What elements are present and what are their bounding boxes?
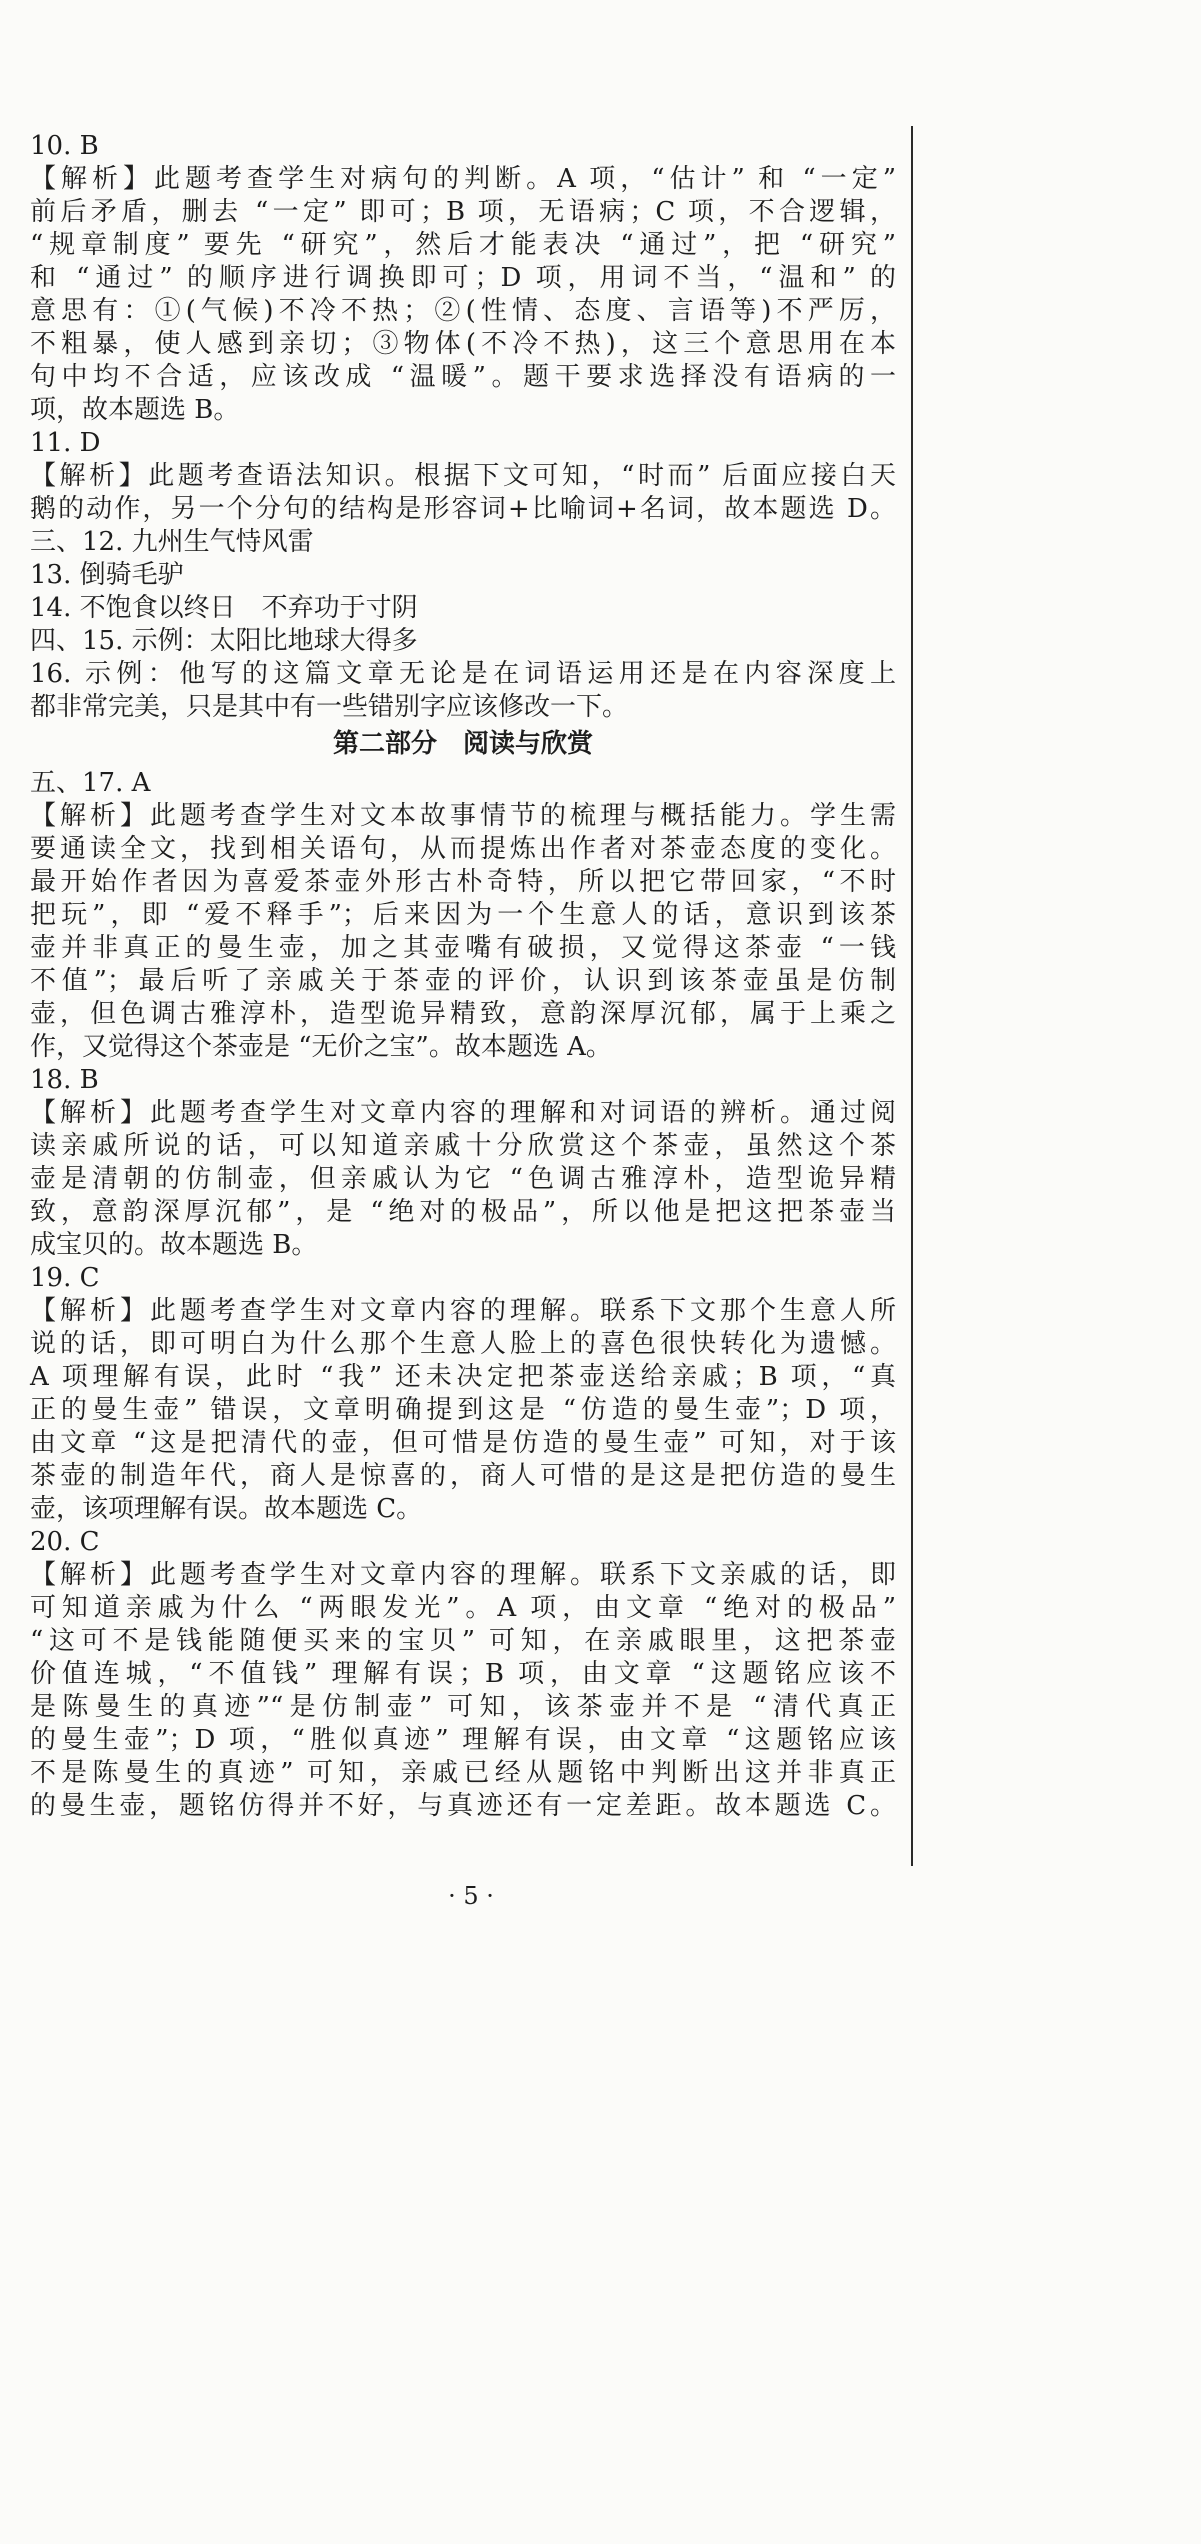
text-line: 价值连城，“不值钱” 理解有误；B 项，由文章 “这题铭应该不: [30, 1659, 896, 1689]
text-line: 三、12. 九州生气恃风雷: [30, 527, 314, 557]
text-line: 16. 示例：他写的这篇文章无论是在词语运用还是在内容深度上: [30, 659, 896, 689]
text-line: 11. D: [30, 428, 101, 458]
text-line: 由文章 “这是把清代的壶，但可惜是仿造的曼生壶” 可知，对于该: [30, 1428, 896, 1458]
answers-part-two: [30, 767, 896, 1823]
text-line: “规章制度” 要先 “研究”，然后才能表决 “通过”，把 “研究”: [30, 230, 896, 260]
text-line: 不粗暴，使人感到亲切；③物体(不冷不热)，这三个意思用在本: [30, 329, 896, 359]
answer-content: [30, 130, 896, 1823]
text-line: 读亲戚所说的话，可以知道亲戚十分欣赏这个茶壶，虽然这个茶: [30, 1131, 896, 1161]
text-line: 五、17. A: [30, 768, 151, 798]
text-line: 茶壶的制造年代，商人是惊喜的，商人可惜的是这是把仿造的曼生: [30, 1461, 896, 1491]
text-line: 成宝贝的。故本题选 B。: [30, 1230, 318, 1260]
text-line: 壶，该项理解有误。故本题选 C。: [30, 1494, 423, 1524]
text-line: 【解析】此题考查学生对病句的判断。A 项，“估计” 和 “一定”: [30, 164, 896, 194]
text-line: 壶并非真正的曼生壶，加之其壶嘴有破损，又觉得这茶壶 “一钱: [30, 933, 896, 963]
text-line: 19. C: [30, 1263, 100, 1293]
text-line: 正的曼生壶” 错误，文章明确提到这是 “仿造的曼生壶”；D 项，: [30, 1395, 896, 1425]
text-line: 【解析】此题考查学生对文本故事情节的梳理与概括能力。学生需: [30, 801, 896, 831]
text-line: 壶是清朝的仿制壶，但亲戚认为它 “色调古雅淳朴，造型诡异精: [30, 1164, 896, 1194]
text-line: 最开始作者因为喜爱茶壶外形古朴奇特，所以把它带回家，“不时: [30, 867, 896, 897]
text-line: 14. 不饱食以终日 不弃功于寸阴: [30, 593, 418, 623]
text-line: 句中均不合适，应该改成 “温暖”。题干要求选择没有语病的一: [30, 362, 896, 392]
section-title: 第二部分 阅读与欣赏: [332, 729, 593, 759]
text-line: 【解析】此题考查学生对文章内容的理解和对词语的辨析。通过阅: [30, 1098, 896, 1128]
text-line: A 项理解有误，此时 “我” 还未决定把茶壶送给亲戚；B 项，“真: [30, 1362, 896, 1392]
text-line: 项，故本题选 B。: [30, 395, 240, 425]
text-line: 说的话，即可明白为什么那个生意人脸上的喜色很快转化为遗憾。: [30, 1329, 896, 1359]
text-line: 的曼生壶”；D 项，“胜似真迹” 理解有误，由文章 “这题铭应该: [30, 1725, 896, 1755]
text-line: 不是陈曼生的真迹” 可知，亲戚已经从题铭中判断出这并非真正: [30, 1758, 896, 1788]
text-line: 前后矛盾，删去 “一定” 即可；B 项，无语病；C 项，不合逻辑，: [30, 197, 896, 227]
page-number: · 5 ·: [448, 1882, 494, 1910]
text-line: 10. B: [30, 131, 99, 161]
text-line: 把玩”，即 “爱不释手”；后来因为一个生意人的话，意识到该茶: [30, 900, 896, 930]
text-line: 【解析】此题考查学生对文章内容的理解。联系下文那个生意人所: [30, 1296, 896, 1326]
text-line: 壶，但色调古雅淳朴，造型诡异精致，意韵深厚沉郁，属于上乘之: [30, 999, 896, 1029]
text-line: 不值”；最后听了亲戚关于茶壶的评价，认识到该茶壶虽是仿制: [30, 966, 896, 996]
text-line: 四、15. 示例：太阳比地球大得多: [30, 626, 418, 656]
text-line: 意思有：①(气候)不冷不热；②(性情、态度、言语等)不严厉，: [30, 296, 896, 326]
text-line: 可知道亲戚为什么 “两眼发光”。A 项，由文章 “绝对的极品”: [30, 1593, 896, 1623]
text-line: 鹅的动作，另一个分句的结构是形容词+比喻词+名词，故本题选 D。: [30, 494, 896, 524]
text-line: 要通读全文，找到相关语句，从而提炼出作者对茶壶态度的变化。: [30, 834, 896, 864]
text-line: 18. B: [30, 1065, 99, 1095]
text-line: 作，又觉得这个茶壶是 “无价之宝”。故本题选 A。: [30, 1032, 612, 1062]
text-line: 【解析】此题考查语法知识。根据下文可知，“时而” 后面应接白天: [30, 461, 896, 491]
text-line: 的曼生壶，题铭仿得并不好，与真迹还有一定差距。故本题选 C。: [30, 1791, 896, 1821]
text-line: 和 “通过” 的顺序进行调换即可；D 项，用词不当，“温和” 的: [30, 263, 896, 293]
text-line: “这可不是钱能随便买来的宝贝” 可知，在亲戚眼里，这把茶壶: [30, 1626, 896, 1656]
text-line: 都非常完美，只是其中有一些错别字应该修改一下。: [30, 692, 629, 722]
text-line: 【解析】此题考查学生对文章内容的理解。联系下文亲戚的话，即: [30, 1560, 896, 1590]
page-edge-line: [911, 126, 913, 1866]
text-line: 致，意韵深厚沉郁”，是 “绝对的极品”，所以他是把这把茶壶当: [30, 1197, 896, 1227]
answers-part-one: [30, 130, 896, 724]
text-line: 13. 倒骑毛驴: [30, 560, 184, 590]
text-line: 是陈曼生的真迹”“是仿制壶” 可知，该茶壶并不是 “清代真正: [30, 1692, 896, 1722]
text-line: 20. C: [30, 1527, 100, 1557]
